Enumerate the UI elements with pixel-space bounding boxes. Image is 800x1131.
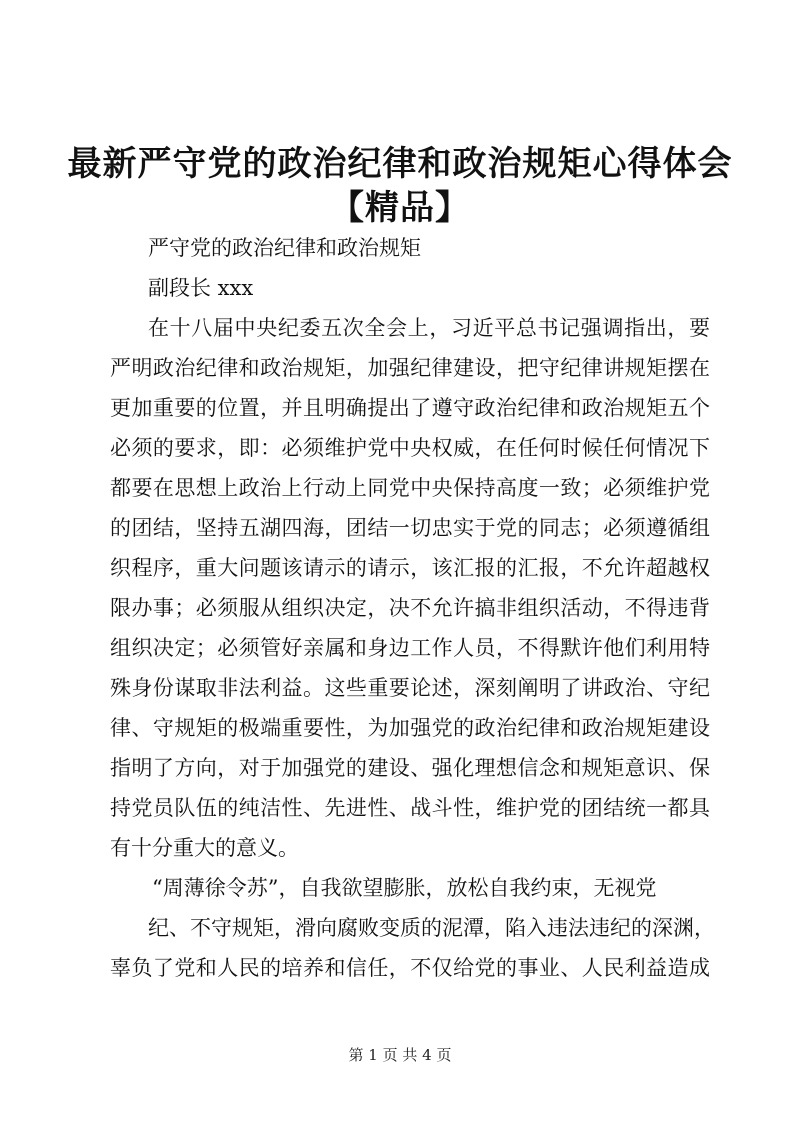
paragraph-1-line: 都要在思想上政治上行动上同党中央保持高度一致；必须维护党 [110, 476, 710, 500]
document-subtitle: 严守党的政治纪律和政治规矩 [148, 236, 421, 260]
paragraph-2-line: “周薄徐令苏”，自我欲望膨胀，放松自我约束，无视党 [152, 876, 657, 900]
paragraph-1-line: 殊身份谋取非法利益。这些重要论述，深刻阐明了讲政治、守纪 [110, 676, 710, 700]
paragraph-1-line: 有十分重大的意义。 [110, 836, 299, 860]
paragraph-3-line: 纪、不守规矩，滑向腐败变质的泥潭，陷入违法违纪的深渊， [148, 916, 715, 940]
document-title-line-2: 【精品】 [330, 188, 470, 228]
page-number-footer: 第 1 页 共 4 页 [348, 1046, 452, 1064]
paragraph-1-line: 更加重要的位置，并且明确提出了遵守政治纪律和政治规矩五个 [110, 396, 710, 420]
paragraph-3-line: 辜负了党和人民的培养和信任，不仅给党的事业、人民利益造成 [110, 956, 710, 980]
paragraph-1-line: 严明政治纪律和政治规矩，加强纪律建设，把守纪律讲规矩摆在 [110, 356, 710, 380]
document-author: 副段长 xxx [148, 276, 254, 300]
paragraph-1-line: 持党员队伍的纯洁性、先进性、战斗性，维护党的团结统一都具 [110, 796, 710, 820]
paragraph-1-line: 限办事；必须服从组织决定，决不允许搞非组织活动，不得违背 [110, 596, 710, 620]
paragraph-1-line: 织程序，重大问题该请示的请示，该汇报的汇报，不允许超越权 [110, 556, 710, 580]
document-title-line-1: 最新严守党的政治纪律和政治规矩心得体会 [67, 144, 733, 184]
paragraph-1-line: 在十八届中央纪委五次全会上，习近平总书记强调指出，要 [148, 316, 710, 340]
paragraph-1-line: 必须的要求，即：必须维护党中央权威，在任何时候任何情况下 [110, 436, 710, 460]
paragraph-1-line: 律、守规矩的极端重要性，为加强党的政治纪律和政治规矩建设 [110, 716, 710, 740]
paragraph-1-line: 的团结，坚持五湖四海，团结一切忠实于党的同志；必须遵循组 [110, 516, 710, 540]
paragraph-1-line: 指明了方向，对于加强党的建设、强化理想信念和规矩意识、保 [110, 756, 710, 780]
paragraph-1-line: 组织决定；必须管好亲属和身边工作人员，不得默许他们利用特 [110, 636, 710, 660]
